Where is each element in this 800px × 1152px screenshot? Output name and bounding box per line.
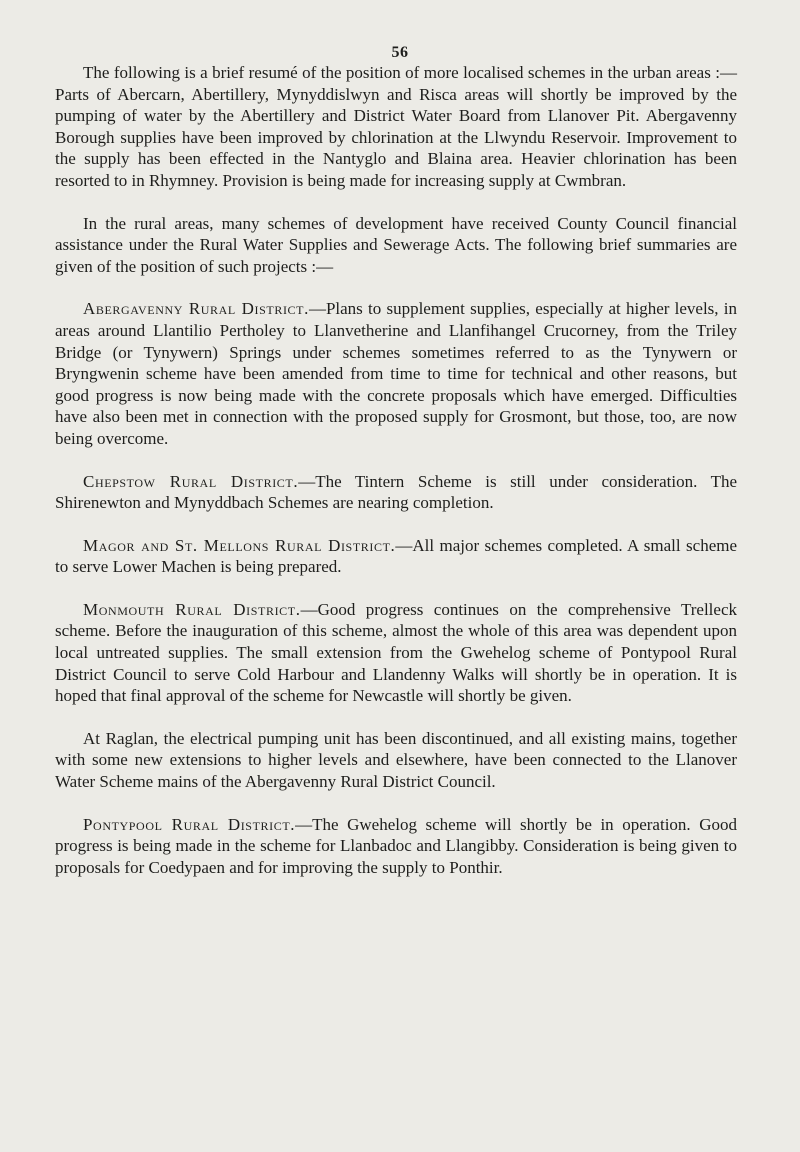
body-text — [55, 62, 737, 878]
paragraph-urban-areas — [55, 62, 737, 192]
section-heading: Monmouth Rural District. — [83, 599, 301, 619]
paragraph-text: —All major schemes completed. A small scheme to serve Lower Machen is being prepared. — [55, 535, 738, 577]
page-number: 56 — [391, 44, 409, 61]
paragraph-text: —Plans to supplement supplies, especially at higher levels, in areas around Llantilio Pertholey to Llanvetherine and Llanfihangel Crucorney, from the Triley Bridge (or Tynywern) Springs under schemes sometimes referred to as the Tynywern or Bryngwenin scheme have been amended from time to time for technical and other reasons, but good progress is now being made with the concrete proposals which have emerged. Difficulties have also been met in connection with the proposed supply for Grosmont, but those, too, are now being overcome. — [55, 299, 738, 448]
paragraph-text: —The Tintern Scheme is still under consideration. The Shirenewton and Mynyddbach Schemes are nearing completion. — [55, 471, 737, 513]
paragraph-text: —The Gwehelog scheme will shortly be in operation. Good progress is being made in the scheme for Llanbadoc and Llangibby. Consideration is being given to proposals for Coedypaen and for improving the supply to Ponthir. — [55, 814, 738, 877]
paragraph-text: In the rural areas, many schemes of development have received County Council financial assistance under the Rural Water Supplies and Sewerage Acts. The following brief summaries are given of the position of such projects :— — [55, 213, 737, 276]
paragraph-raglan — [55, 728, 737, 793]
paragraph-chepstow — [55, 471, 737, 514]
paragraph-rural-areas — [55, 213, 737, 278]
paragraph-text: —Good progress continues on the comprehensive Trelleck scheme. Before the inauguration of this scheme, almost the whole of this area was dependent upon local untreated supplies. The small extension from the Gwehelog scheme of Pontypool Rural District Council to serve Cold Harbour and Llandenny Walks will shortly be in operation. It is hoped that final approval of the scheme for Newcastle will shortly be given. — [55, 599, 737, 706]
paragraph-magor — [55, 535, 737, 578]
section-heading: Chepstow Rural District. — [83, 471, 299, 491]
section-heading: Abergavenny Rural District. — [83, 299, 309, 319]
paragraph-monmouth — [55, 599, 737, 707]
paragraph-text: At Raglan, the electrical pumping unit has been discontinued, and all existing mains, together with some new extensions to higher levels and elsewhere, have been connected to the Llanover Water Scheme mains of the Abergavenny Rural District Council. — [55, 728, 737, 792]
section-heading: Magor and St. Mellons Rural District. — [83, 535, 396, 555]
paragraph-abergavenny — [55, 298, 737, 449]
section-heading: Pontypool Rural District. — [83, 814, 296, 834]
paragraph-pontypool — [55, 814, 737, 879]
paragraph-text: The following is a brief resumé of the position of more localised schemes in the urban areas :—Parts of Abercarn, Abertillery, Mynyddislwyn and Risca areas will shortly be improved by the pumping of water by the Abertillery and District Water Board from Llanover Pit. Abergavenny Borough supplies have been improved by chlorination at the Llwyndu Reservoir. Improvement to the supply has been effected in the Nantyglo and Blaina area. Heavier chlorination has been resorted to in Rhymney. Provision is being made for increasing supply at Cwmbran. — [55, 63, 737, 190]
